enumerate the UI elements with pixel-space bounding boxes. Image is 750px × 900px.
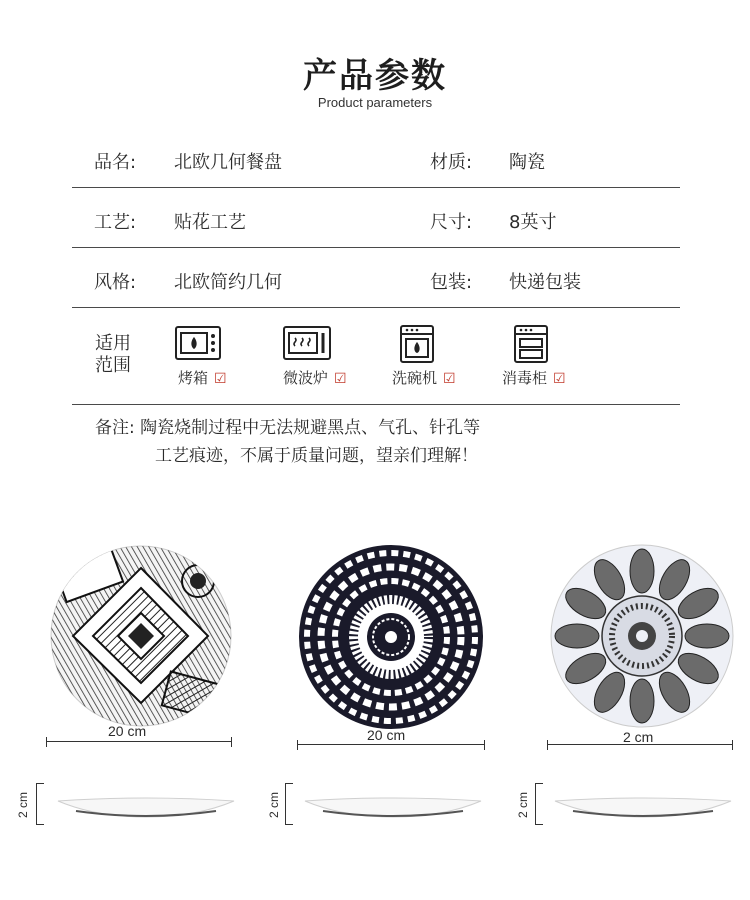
check-icon: ☑ [443,371,456,387]
spec-label: 品名: [94,152,137,173]
scope-label [95,333,141,377]
spec-row [72,248,680,308]
spec-value: 贴花工艺 [174,212,246,233]
appliance-label: 消毒柜 ☑ [502,369,566,387]
scope-label-line: 范围 [95,355,131,376]
spec-label: 尺寸: [430,212,473,233]
page-title: 产品参数 [303,56,447,96]
note [95,416,480,441]
spec-label: 包装: [430,272,473,293]
height-label: 2 cm [16,791,30,818]
plate-side-view [56,797,236,819]
note-prefix: 备注: [95,418,135,438]
diameter-label: 2 cm [623,729,654,745]
height-bracket [285,783,293,825]
scope-label-line: 适用 [95,333,131,354]
plate-radial [297,543,485,731]
appliance-label: 烤箱 ☑ [178,369,227,387]
note-line: 工艺痕迹，不属于质量问题，望亲们理解！ [155,446,478,466]
spec-value: 8英寸 [509,212,557,233]
note-line: 陶瓷烧制过程中无法规避黑点、气孔、针孔等 [140,418,481,438]
plate-side-view [553,797,733,819]
spec-value: 北欧几何餐盘 [174,152,282,173]
appliance-sterilizer [502,325,612,387]
diameter-label: 20 cm [108,723,147,739]
appliance-label: 微波炉 ☑ [283,369,347,387]
check-icon: ☑ [214,371,227,387]
appliance-microwave [283,325,393,387]
spec-value: 快递包装 [509,272,581,293]
spec-label: 工艺: [94,212,137,233]
check-icon: ☑ [334,371,347,387]
diameter-label: 20 cm [367,727,406,743]
spec-label: 风格: [94,272,137,293]
spec-label: 材质: [430,152,473,173]
plate-mandala [549,543,735,729]
divider [72,404,680,405]
sterilizer-icon [514,325,548,363]
oven-icon [175,325,221,361]
appliance-dishwasher [392,325,502,387]
dishwasher-icon [400,325,434,363]
spec-value: 陶瓷 [509,152,545,173]
height-bracket [535,783,543,825]
plate-side-view [303,797,483,819]
microwave-icon [283,325,331,361]
plate-geometric [48,543,234,729]
spec-row [72,188,680,248]
height-label: 2 cm [267,791,281,818]
appliance-label: 洗碗机 ☑ [392,369,456,387]
spec-value: 北欧简约几何 [174,272,282,293]
check-icon: ☑ [553,371,566,387]
page-subtitle: Product parameters [317,95,433,110]
appliance-oven [175,325,285,387]
height-bracket [36,783,44,825]
spec-row [72,128,680,188]
height-label: 2 cm [516,791,530,818]
